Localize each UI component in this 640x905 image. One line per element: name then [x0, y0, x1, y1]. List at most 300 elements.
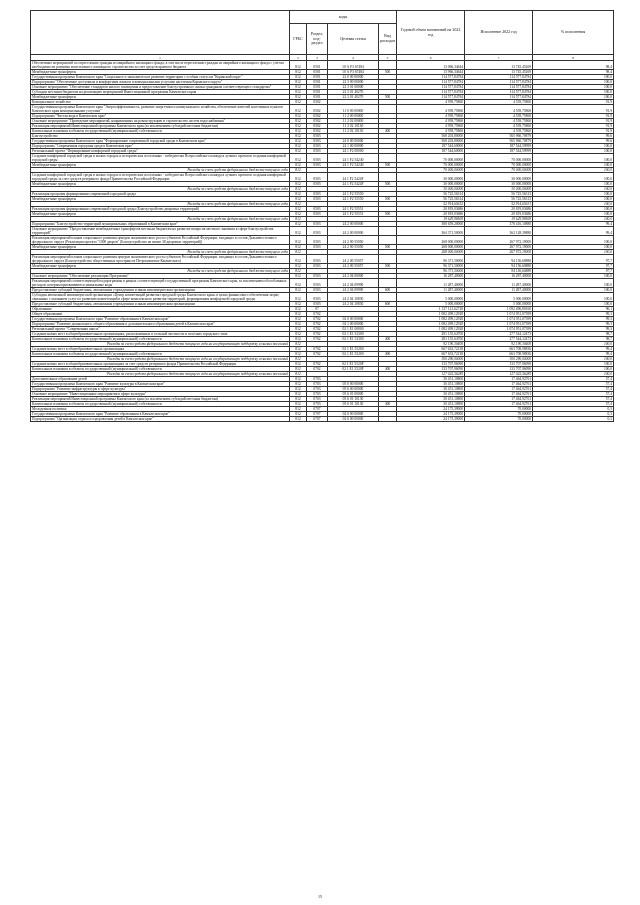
name-cell: Основное мероприятие "Инвестиционные мероприятия в сфере культуры"	[31, 392, 290, 397]
plan-cell: 364 371,50000	[397, 227, 465, 236]
vid-cell	[379, 255, 397, 264]
name-cell: Реализация мероприятий планов социального развития центров экономического роста субъектов Российской Федерации, входящих в состав Дальневосточного федерального округа (Благоустройство общественных пространств Петропавловск-Камчатского)	[31, 255, 290, 264]
name-cell: Реализация мероприятий соответствующей подпрограммы в рамках соответствующей государственной программы Камчатского края, за исключением обособленных расходов, которым присваиваются уникальные коды	[31, 279, 290, 288]
header-celevaya: Целевая статья	[328, 24, 379, 55]
celevaya-cell: 11 2 02 10130	[328, 124, 379, 129]
page-number: 15	[318, 894, 322, 899]
grbs-cell: 812	[290, 124, 307, 129]
name-cell: Капитальные вложения в объекты государственной (муниципальной) собственности	[31, 367, 290, 372]
percent-cell: 91,9	[533, 100, 614, 105]
plan-cell: 96 371,50000	[397, 269, 465, 274]
razdel-cell: 0503	[307, 288, 328, 293]
celevaya-cell: 24 1 F2 5424F	[328, 173, 379, 182]
percent-cell: 100,0	[533, 362, 614, 367]
percent-cell: 91,9	[533, 114, 614, 119]
ispolnenie-cell: 5 000,00000	[465, 302, 533, 307]
razdel-cell: 0703	[307, 382, 328, 387]
name-cell: Субсидия автономной некоммерческой организации «Центр компетенций развития городской среды Камчатского края» в целях финансового обеспечения затрат, связанных с оказанием услуг по развитию компетенций в сфере комплексного развития территорий, формирования комфортной городской среды	[31, 293, 290, 302]
razdel-cell: 0501	[307, 75, 328, 80]
grbs-cell: 812	[290, 149, 307, 154]
vid-cell: 500	[379, 264, 397, 269]
plan-cell: 4 939,75860	[397, 124, 465, 129]
ispolnenie-cell: 4 539,75860	[465, 105, 533, 114]
ispolnenie-cell: 663 708,98836	[465, 347, 533, 352]
percent-cell: 100,0	[533, 202, 614, 207]
razdel-cell: 0503	[307, 293, 328, 302]
table-row	[31, 173, 614, 182]
grbs-cell: 812	[290, 202, 307, 207]
plan-cell: 24 175,39000	[397, 407, 465, 412]
plan-cell: 1 137 121,62728	[397, 307, 465, 312]
table-row	[31, 417, 614, 422]
celevaya-cell: 24 2 00 00000	[328, 227, 379, 236]
name-cell: Расходы за счет средств федерального бюджета текущего года	[31, 168, 290, 173]
percent-cell: 100,0	[533, 302, 614, 307]
header-codes: коды	[290, 11, 397, 24]
grbs-cell: 812	[290, 362, 307, 367]
ispolnenie-cell: 52 914,65631	[465, 202, 533, 207]
percent-cell: 0,3	[533, 412, 614, 417]
grbs-cell: 812	[290, 139, 307, 144]
plan-cell: 30 451,10800	[397, 382, 465, 387]
celevaya-cell: 24 2 04 09990	[328, 288, 379, 293]
grbs-cell: 812	[290, 245, 307, 250]
name-cell: Государственная программа Камчатского края "Формирование современной городской среды в Камчатском крае"	[31, 139, 290, 144]
ispolnenie-cell: 133 707,96090	[465, 367, 533, 372]
ispolnenie-cell: 70,00000	[465, 407, 533, 412]
grbs-cell: 812	[290, 144, 307, 149]
percent-cell: 98,4	[533, 70, 614, 75]
plan-cell: 114 577,84784	[397, 90, 465, 95]
celevaya-cell: 02 0 00 00000	[328, 412, 379, 417]
plan-cell: 16 287,40000	[397, 274, 465, 279]
ispolnenie-cell: 30 000,00000	[465, 173, 533, 182]
percent-cell: 99,3	[533, 327, 614, 332]
grbs-cell: 812	[290, 114, 307, 119]
ispolnenie-cell: 70 000,00000	[465, 154, 533, 163]
percent-cell: 0,3	[533, 417, 614, 422]
name-cell: Основное мероприятие "Обеспечение стандартов жилого помещения и предоставление благоустроенного жилья гражданам соответствующего стандартам"	[31, 85, 290, 90]
ispolnenie-cell: 114 577,84784	[465, 90, 533, 95]
plan-cell: 4 939,75860	[397, 129, 465, 134]
celevaya-cell: 10 А F3 67484	[328, 70, 379, 75]
name-cell: Создание новых мест в общеобразовательных организациях, расположенных в сельской местности и поселках городского типа	[31, 332, 290, 337]
razdel-cell: 0503	[307, 212, 328, 217]
ispolnenie-cell: 17 464,92761	[465, 402, 533, 407]
column-number: 7	[465, 55, 533, 61]
name-cell: Благоустройство	[31, 134, 290, 139]
razdel-cell: 0702	[307, 317, 328, 322]
plan-cell: 1 082 499,12928	[397, 312, 465, 317]
name-cell: Межбюджетные трансферты	[31, 182, 290, 187]
grbs-cell: 812	[290, 417, 307, 422]
razdel-cell: 0502	[307, 105, 328, 114]
name-cell: Создание комфортной городской среды в малых городах и исторических поселениях - победителях Всероссийского конкурса лучших проектов создания комфортной городской среды	[31, 154, 290, 163]
name-cell: Реализация программ формирования современной городской среды	[31, 192, 290, 197]
vid-cell: 500	[379, 70, 397, 75]
celevaya-cell: 24 1 F2 55550	[328, 197, 379, 202]
celevaya-cell: 24 2 00 55057	[328, 264, 379, 269]
plan-cell: 96 371,50000	[397, 255, 465, 264]
plan-cell: 5 000,00000	[397, 293, 465, 302]
percent-cell: 100,0	[533, 372, 614, 377]
celevaya-cell: 02 1 E1 5520F	[328, 367, 379, 372]
celevaya-cell: 05 6 01 00000	[328, 392, 379, 397]
ispolnenie-cell: 20 819,03686	[465, 207, 533, 212]
ispolnenie-cell: 127 022,56285	[465, 372, 533, 377]
name-cell: Основное мероприятие "Обеспечение реализации Программы"	[31, 274, 290, 279]
plan-cell: 56 725,56314	[397, 192, 465, 197]
name-cell: Субсидии местным бюджетам на реализацию мероприятий Инвестиционной программы Камчатского края	[31, 90, 290, 95]
grbs-cell: 812	[290, 70, 307, 75]
ispolnenie-cell: 92 190,30400	[465, 342, 533, 347]
name-cell: Капитальные вложения в объекты государственной (муниципальной) собственности	[31, 337, 290, 342]
ispolnenie-cell: 19 629,98569	[465, 217, 533, 222]
grbs-cell: 812	[290, 187, 307, 192]
grbs-cell: 812	[290, 347, 307, 352]
plan-cell: 20 819,03686	[397, 212, 465, 217]
razdel-cell: 0503	[307, 173, 328, 182]
ispolnenie-cell: 4 539,75860	[465, 124, 533, 129]
plan-cell: 114 577,84784	[397, 80, 465, 85]
header-grbs: ГРБС	[290, 24, 307, 55]
column-number: 6	[397, 55, 465, 61]
razdel-cell: 0503	[307, 236, 328, 245]
percent-cell: 100,0	[533, 168, 614, 173]
vid-cell: 600	[379, 288, 397, 293]
grbs-cell: 812	[290, 182, 307, 187]
celevaya-cell: 22 3 01 00000	[328, 85, 379, 90]
razdel-cell: 0702	[307, 332, 328, 337]
name-cell: Обеспечение мероприятий по переселению граждан из аварийного жилищного фонда, в том числе переселению граждан из аварийного жилищного фонда с учетом необходимости развития малоэтажного жилищного строительства за счет средств краевого бюджета	[31, 61, 290, 70]
name-cell: Образование	[31, 307, 290, 312]
ispolnenie-cell: 1 074 951,07399	[465, 327, 533, 332]
ispolnenie-cell: 16 287,40000	[465, 274, 533, 279]
razdel-cell: 0702	[307, 327, 328, 332]
ispolnenie-cell: 1 092 496,80160	[465, 307, 533, 312]
ispolnenie-cell: 565 960,70879	[465, 139, 533, 144]
ispolnenie-cell: 11 287,40000	[465, 279, 533, 288]
column-number: 1	[31, 55, 290, 61]
name-cell: Расходы за счет средств федерального бюджета текущего года на государственную поддержку сельских поселений	[31, 342, 290, 347]
celevaya-cell: 02 1 E1 52300	[328, 332, 379, 337]
ispolnenie-cell: 56 725,56313	[465, 192, 533, 197]
celevaya-cell: 11 2 02 10130	[328, 129, 379, 134]
column-number: 8	[533, 55, 614, 61]
razdel-cell: 0503	[307, 274, 328, 279]
celevaya-cell: 22 3 01 40270	[328, 90, 379, 95]
grbs-cell: 812	[290, 402, 307, 407]
celevaya-cell: 24 1 F2 55551	[328, 207, 379, 212]
percent-cell: 99,4	[533, 227, 614, 236]
celevaya-cell: 11 0 00 00000	[328, 105, 379, 114]
plan-cell: 127 022,56285	[397, 372, 465, 377]
name-cell: Подпрограмма "Развитие инфраструктуры в сфере культуры"	[31, 387, 290, 392]
grbs-cell: 812	[290, 192, 307, 197]
vid-cell	[379, 227, 397, 236]
header-razdel: Раздел, под-раздел	[307, 24, 328, 55]
column-number: 3	[307, 55, 328, 61]
plan-cell: 11 287,40000	[397, 279, 465, 288]
vid-cell	[379, 417, 397, 422]
percent-cell: 91,9	[533, 124, 614, 129]
plan-cell: 13 966,34644	[397, 61, 465, 70]
plan-cell: 92 190,30400	[397, 342, 465, 347]
vid-cell: 600	[379, 302, 397, 307]
ispolnenie-cell: 30 000,00000	[465, 182, 533, 187]
grbs-cell: 812	[290, 163, 307, 168]
razdel-cell: 0503	[307, 207, 328, 212]
ispolnenie-cell: 378 416,10880	[465, 222, 533, 227]
name-cell: Создание новых мест в общеобразовательных организациях за счет средств резервного фонда Правительства Российской Федерации	[31, 362, 290, 367]
grbs-cell: 812	[290, 168, 307, 173]
plan-cell: 11 287,40000	[397, 288, 465, 293]
name-cell: Межбюджетные трансферты	[31, 197, 290, 202]
plan-cell: 667 633,72138	[397, 352, 465, 357]
table-row	[31, 227, 614, 236]
plan-cell: 96 371,50000	[397, 264, 465, 269]
razdel-cell: 0503	[307, 154, 328, 163]
celevaya-cell: 24 1 00 00000	[328, 144, 379, 149]
percent-cell: 96,1	[533, 307, 614, 312]
percent-cell: 91,9	[533, 105, 614, 114]
name-cell: Предоставление субсидий бюджетным, автономным учреждениям и иным некоммерческим организациям	[31, 288, 290, 293]
name-cell: Государственная программа Камчатского края "Социальное и экономическое развитие территории с особым статусом "Корякский округ"	[31, 75, 290, 80]
plan-cell: 24 175,39000	[397, 412, 465, 417]
razdel-cell: 0503	[307, 144, 328, 149]
grbs-cell: 812	[290, 322, 307, 327]
razdel-cell: 0501	[307, 80, 328, 85]
grbs-cell: 812	[290, 407, 307, 412]
ispolnenie-cell: 277 544,12473	[465, 337, 533, 342]
vid-cell: 400	[379, 402, 397, 407]
grbs-cell: 812	[290, 212, 307, 217]
grbs-cell: 812	[290, 293, 307, 302]
percent-cell: 57,4	[533, 387, 614, 392]
table-row	[31, 61, 614, 70]
celevaya-cell: 24 2 04 10830	[328, 293, 379, 302]
razdel-cell: 0501	[307, 95, 328, 100]
plan-cell: 20 819,03686	[397, 207, 465, 212]
ispolnenie-cell: 17 464,92761	[465, 377, 533, 382]
celevaya-cell: 24 2 04 00000	[328, 274, 379, 279]
celevaya-cell: 24 1 F2 54240	[328, 154, 379, 163]
razdel-cell: 0503	[307, 134, 328, 139]
grbs-cell: 812	[290, 392, 307, 397]
grbs-cell: 812	[290, 250, 307, 255]
razdel-cell: 0503	[307, 222, 328, 227]
grbs-cell: 812	[290, 367, 307, 372]
grbs-cell: 812	[290, 255, 307, 264]
name-cell: Реализация мероприятий Инвестиционной программы Камчатского края (за исключением субсидий местным бюджетам)	[31, 124, 290, 129]
plan-cell: 70 000,00000	[397, 163, 465, 168]
vid-cell	[379, 173, 397, 182]
celevaya-cell: 22 3 01 40270	[328, 95, 379, 100]
razdel-cell: 0503	[307, 264, 328, 269]
ispolnenie-cell: 11 287,40000	[465, 288, 533, 293]
percent-cell: 100,0	[533, 293, 614, 302]
plan-cell: 1 082 499,12928	[397, 322, 465, 327]
celevaya-cell: 02 1 E1 55200	[328, 347, 379, 352]
plan-cell: 24 175,39000	[397, 417, 465, 422]
grbs-cell: 812	[290, 337, 307, 342]
ispolnenie-cell: 70,00000	[465, 412, 533, 417]
razdel-cell: 0702	[307, 352, 328, 357]
celevaya-cell: 05 6 01 10130	[328, 402, 379, 407]
grbs-cell: 812	[290, 95, 307, 100]
razdel-cell: 0503	[307, 163, 328, 168]
name-cell: Подпрограмма "Чистая вода в Камчатском крае"	[31, 114, 290, 119]
razdel-cell: 0503	[307, 302, 328, 307]
grbs-cell: 812	[290, 129, 307, 134]
plan-cell: 4 939,75860	[397, 105, 465, 114]
razdel-cell: 0502	[307, 100, 328, 105]
ispolnenie-cell: 187 544,59999	[465, 149, 533, 154]
grbs-cell: 812	[290, 207, 307, 212]
grbs-cell: 812	[290, 154, 307, 163]
plan-cell: 268 000,00000	[397, 236, 465, 245]
razdel-cell: 0702	[307, 367, 328, 372]
grbs-cell: 812	[290, 264, 307, 269]
percent-cell: 98,4	[533, 61, 614, 70]
ispolnenie-cell: 4 539,75860	[465, 129, 533, 134]
celevaya-cell: 24 0 00 00000	[328, 139, 379, 144]
celevaya-cell: 24 2 00 00000	[328, 222, 379, 227]
percent-cell: 100,0	[533, 274, 614, 279]
percent-cell: 57,4	[533, 402, 614, 407]
grbs-cell: 812	[290, 269, 307, 274]
name-cell: Капитальные вложения в объекты государственной (муниципальной) собственности	[31, 402, 290, 407]
header-name	[31, 11, 290, 55]
razdel-cell: 0702	[307, 347, 328, 352]
plan-cell: 281 155,64700	[397, 337, 465, 342]
grbs-cell: 812	[290, 387, 307, 392]
percent-cell: 100,0	[533, 173, 614, 182]
name-cell: Расходы за счет средств федерального бюджета текущего года	[31, 202, 290, 207]
grbs-cell: 812	[290, 312, 307, 317]
razdel-cell: 0502	[307, 124, 328, 129]
razdel-cell: 0501	[307, 85, 328, 90]
vid-cell: 400	[379, 337, 397, 342]
grbs-cell: 812	[290, 342, 307, 347]
razdel-cell: 0501	[307, 90, 328, 95]
percent-cell: 99,4	[533, 222, 614, 227]
name-cell: Создание комфортной городской среды в малых городах и исторических поселениях - победителях Всероссийского конкурса лучших проектов создания комфортной городской среды за счет средств резервного фонда Правительства Российской Федерации	[31, 173, 290, 182]
name-cell: Предоставление субсидий бюджетным, автономным учреждениям и иным некоммерческим организациям	[31, 302, 290, 307]
grbs-cell: 812	[290, 236, 307, 245]
ispolnenie-cell: 114 577,84784	[465, 85, 533, 90]
plan-cell: 4 939,75860	[397, 119, 465, 124]
grbs-cell: 812	[290, 279, 307, 288]
percent-cell: 99,3	[533, 317, 614, 322]
celevaya-cell: 02 0 00 00000	[328, 317, 379, 322]
table-row	[31, 105, 614, 114]
name-cell: Реализация программ формирования современной городской среды (Благоустройство дворовых территорий)	[31, 207, 290, 212]
percent-cell: 100,0	[533, 197, 614, 202]
name-cell: Подпрограмма "Современная городская среда в Камчатском крае"	[31, 144, 290, 149]
razdel-cell: 0503	[307, 227, 328, 236]
ispolnenie-cell: 300 290,00000	[465, 357, 533, 362]
ispolnenie-cell: 30 000,00000	[465, 187, 533, 192]
razdel-cell: 0503	[307, 149, 328, 154]
razdel-cell: 0501	[307, 70, 328, 75]
razdel-cell: 0707	[307, 407, 328, 412]
grbs-cell: 812	[290, 173, 307, 182]
vid-cell: 400	[379, 352, 397, 357]
header-vid: Вид расходов	[379, 24, 397, 55]
grbs-cell: 812	[290, 274, 307, 279]
razdel-cell: 07	[307, 307, 328, 312]
ispolnenie-cell: 267 972,19000	[465, 250, 533, 255]
grbs-cell: 812	[290, 90, 307, 95]
plan-cell: 1 082 499,12928	[397, 327, 465, 332]
grbs-cell: 812	[290, 227, 307, 236]
ispolnenie-cell: 187 544,59999	[465, 144, 533, 149]
razdel-cell: 0703	[307, 397, 328, 402]
percent-cell: 100,0	[533, 357, 614, 362]
name-cell: Подпрограмма "Развитие дошкольного, общего образования и дополнительного образования детей в Камчатском крае"	[31, 322, 290, 327]
percent-cell: 100,0	[533, 75, 614, 80]
plan-cell: 300 290,00000	[397, 357, 465, 362]
plan-cell: 268 000,00000	[397, 245, 465, 250]
name-cell: Расходы за счет средств федерального бюджета текущего года на государственную поддержку сельских поселений	[31, 357, 290, 362]
percent-cell: 57,4	[533, 377, 614, 382]
name-cell: Молодежная политика	[31, 407, 290, 412]
ispolnenie-cell: 56 725,56313	[465, 197, 533, 202]
grbs-cell: 812	[290, 61, 307, 70]
razdel-cell: 0702	[307, 312, 328, 317]
razdel-cell: 0503	[307, 192, 328, 197]
razdel-cell: 0503	[307, 255, 328, 264]
percent-cell: 100,0	[533, 90, 614, 95]
percent-cell: 100,0	[533, 149, 614, 154]
grbs-cell: 812	[290, 327, 307, 332]
grbs-cell: 812	[290, 377, 307, 382]
name-cell: Государственная программа Камчатского края "Энергоэффективность, развитие энергетики и коммунального хозяйства, обеспечение жителей населенных пунктов Камчатского края коммунальными услугами"	[31, 105, 290, 114]
razdel-cell: 0503	[307, 279, 328, 288]
percent-cell: 57,4	[533, 382, 614, 387]
percent-cell: 100,0	[533, 342, 614, 347]
plan-cell: 30 451,10800	[397, 392, 465, 397]
celevaya-cell: 02 1 E1 5520F	[328, 362, 379, 367]
razdel-cell: 0501	[307, 61, 328, 70]
plan-cell: 187 544,60000	[397, 149, 465, 154]
header-percent: % исполнения	[533, 11, 614, 55]
grbs-cell: 812	[290, 288, 307, 293]
grbs-cell: 812	[290, 85, 307, 90]
celevaya-cell: 02 1 00 00000	[328, 322, 379, 327]
plan-cell: 30 451,10800	[397, 402, 465, 407]
name-cell: Межбюджетные трансферты	[31, 95, 290, 100]
name-cell: Расходы за счет средств федерального бюджета текущего года на государственную поддержку сельских поселений	[31, 372, 290, 377]
ispolnenie-cell: 267 972,19000	[465, 245, 533, 250]
celevaya-cell: 05 0 00 00000	[328, 382, 379, 387]
percent-cell: 99,4	[533, 347, 614, 352]
percent-cell: 100,0	[533, 192, 614, 197]
column-number: 2	[290, 55, 307, 61]
grbs-cell: 812	[290, 372, 307, 377]
plan-cell: 52 914,65632	[397, 202, 465, 207]
column-number: 4	[328, 55, 379, 61]
name-cell: Региональный проект "Формирование комфортной городской среды"	[31, 149, 290, 154]
percent-cell: 91,9	[533, 129, 614, 134]
grbs-cell: 812	[290, 75, 307, 80]
percent-cell: 100,0	[533, 367, 614, 372]
ispolnenie-cell: 94 156,60880	[465, 264, 533, 269]
header-ispolnenie: Исполнение 2022 год	[465, 11, 533, 55]
name-cell: Создание новых мест в общеобразовательных организациях	[31, 347, 290, 352]
percent-cell: 100,0	[533, 163, 614, 168]
